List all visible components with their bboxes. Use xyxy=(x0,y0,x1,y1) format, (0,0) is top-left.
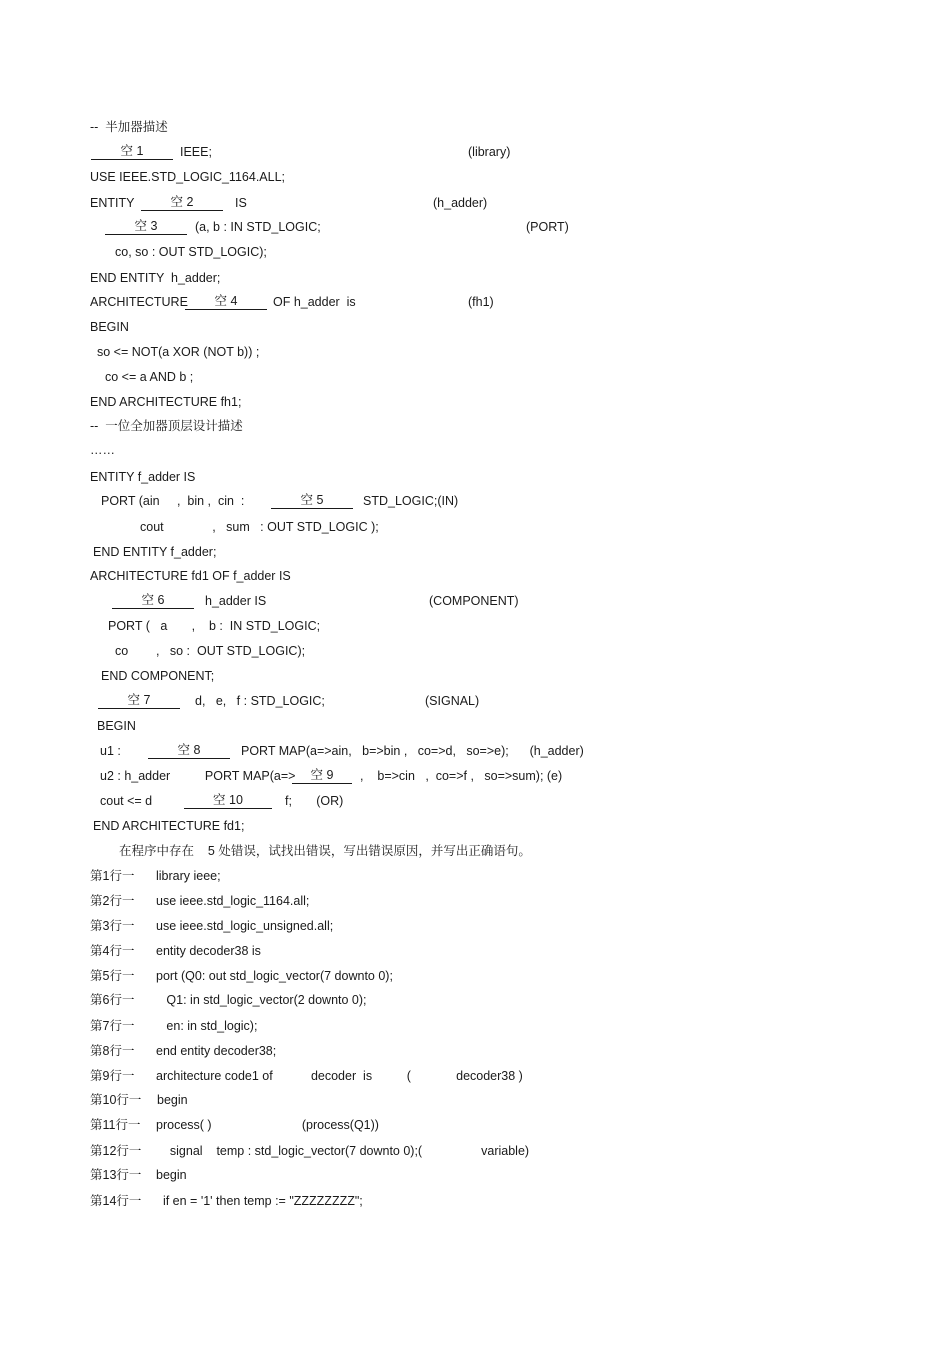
blank-9[interactable]: 空 9 xyxy=(292,767,352,784)
code-text: ARCHITECTURE xyxy=(90,295,188,309)
code-line xyxy=(0,991,367,1009)
line-architecture-fd1 xyxy=(0,567,291,585)
code-line xyxy=(0,867,221,885)
blank-4[interactable]: 空 4 xyxy=(185,293,267,310)
code-text: h_adder IS xyxy=(205,594,267,608)
code-text: begin xyxy=(156,1168,187,1182)
code-line xyxy=(0,942,261,960)
code-text: use ieee.std_logic_unsigned.all; xyxy=(156,919,334,933)
comment-full-adder xyxy=(0,417,243,435)
line-component xyxy=(0,592,519,610)
line-end-entity xyxy=(0,269,221,287)
code-line xyxy=(0,1142,530,1160)
code-line xyxy=(0,1017,258,1035)
line-component-port xyxy=(0,617,321,635)
code-text: BEGIN xyxy=(90,320,129,334)
code-text: port (Q0: out std_logic_vector(7 downto 0); xyxy=(156,969,393,983)
answer-hint: (SIGNAL) xyxy=(425,694,480,708)
line-cout xyxy=(0,792,344,810)
code-line xyxy=(0,1067,523,1085)
code-text: END ENTITY h_adder; xyxy=(90,271,221,285)
code-line xyxy=(0,917,334,935)
line-label: 第12行一 xyxy=(90,1144,142,1158)
code-text: END ENTITY f_adder; xyxy=(93,545,217,559)
line-end-architecture xyxy=(0,393,242,411)
line-label: 第13行一 xyxy=(90,1168,142,1182)
line-component-port-out xyxy=(0,642,306,660)
code-text: architecture code1 of decoder is ( decoder38 ) xyxy=(156,1069,523,1083)
line-entity xyxy=(0,194,488,212)
line-library xyxy=(0,143,511,161)
code-text: signal temp : std_logic_vector(7 downto 0);( variable) xyxy=(156,1144,530,1158)
code-line xyxy=(0,1091,188,1109)
code-line xyxy=(0,1042,277,1060)
code-text: IS xyxy=(235,196,247,210)
line-architecture xyxy=(0,293,494,311)
code-line xyxy=(0,1166,187,1184)
line-label: 第2行一 xyxy=(90,894,135,908)
line-label: 第1行一 xyxy=(90,869,135,883)
code-text: PORT MAP(a=>ain, b=>bin , co=>d, so=>e); (h_adder) xyxy=(241,744,584,758)
line-u2 xyxy=(0,767,563,785)
code-text: STD_LOGIC;(IN) xyxy=(363,494,459,508)
code-text: END ARCHITECTURE fd1; xyxy=(93,819,245,833)
code-text: d, e, f : STD_LOGIC; xyxy=(195,694,325,708)
code-text: ARCHITECTURE fd1 OF f_adder IS xyxy=(90,569,291,583)
code-text: co , so : OUT STD_LOGIC); xyxy=(115,644,306,658)
code-text: cout , sum : OUT STD_LOGIC ); xyxy=(140,520,379,534)
code-text: use ieee.std_logic_1164.all; xyxy=(156,894,310,908)
code-text: library ieee; xyxy=(156,869,221,883)
line-entity-f-adder xyxy=(0,468,196,486)
line-begin-2 xyxy=(0,717,136,735)
code-text: co, so : OUT STD_LOGIC); xyxy=(115,245,267,259)
code-text: Q1: in std_logic_vector(2 downto 0); xyxy=(156,993,367,1007)
code-text: if en = '1' then temp := "ZZZZZZZZ"; xyxy=(156,1194,363,1208)
line-signal xyxy=(0,692,480,710)
code-text: cout <= d xyxy=(100,794,153,808)
code-text: END COMPONENT; xyxy=(101,669,215,683)
code-line xyxy=(0,1116,379,1134)
comment-half-adder xyxy=(0,118,168,136)
blank-8[interactable]: 空 8 xyxy=(148,742,230,759)
comment-text: -- 一位全加器顶层设计描述 xyxy=(90,419,243,433)
line-co xyxy=(0,368,194,386)
code-text: , b=>cin , co=>f , so=>sum); (e) xyxy=(360,769,563,783)
blank-6[interactable]: 空 6 xyxy=(112,592,194,609)
line-end-entity-f-adder xyxy=(0,543,217,561)
answer-hint: (h_adder) xyxy=(433,196,488,210)
code-text: begin xyxy=(157,1093,188,1107)
code-text: OF h_adder is xyxy=(273,295,356,309)
code-text: BEGIN xyxy=(97,719,136,733)
line-port-out xyxy=(0,243,267,261)
blank-7[interactable]: 空 7 xyxy=(98,692,180,709)
code-text: so <= NOT(a XOR (NOT b)) ; xyxy=(97,345,260,359)
line-port-ain xyxy=(0,492,459,510)
line-label: 第4行一 xyxy=(90,944,135,958)
code-text: ENTITY f_adder IS xyxy=(90,470,196,484)
code-text: co <= a AND b ; xyxy=(105,370,194,384)
line-use xyxy=(0,168,286,186)
error-question-intro xyxy=(0,842,531,860)
line-so xyxy=(0,343,260,361)
ellipsis-text: …… xyxy=(90,443,115,457)
code-text: u1 : xyxy=(100,744,121,758)
code-line xyxy=(0,1192,363,1210)
code-text: IEEE; xyxy=(180,145,212,159)
line-label: 第9行一 xyxy=(90,1069,135,1083)
line-end-component xyxy=(0,667,215,685)
code-text: END ARCHITECTURE fh1; xyxy=(90,395,242,409)
line-begin xyxy=(0,318,129,336)
blank-5[interactable]: 空 5 xyxy=(271,492,353,509)
question-text: 在程序中存在 5 处错误，试找出错误，写出错误原因，并写出正确语句。 xyxy=(119,844,531,858)
line-label: 第3行一 xyxy=(90,919,135,933)
code-text: entity decoder38 is xyxy=(156,944,261,958)
blank-3[interactable]: 空 3 xyxy=(105,218,187,235)
line-label: 第7行一 xyxy=(90,1019,135,1033)
line-u1 xyxy=(0,742,584,760)
code-text: u2 : h_adder PORT MAP(a=> xyxy=(100,769,296,783)
blank-10[interactable]: 空 10 xyxy=(184,792,272,809)
line-end-architecture-fd1 xyxy=(0,817,245,835)
line-port-cout xyxy=(0,518,379,536)
line-port xyxy=(0,218,569,236)
code-line xyxy=(0,967,393,985)
answer-hint: (library) xyxy=(468,145,511,159)
line-label: 第6行一 xyxy=(90,993,135,1007)
code-text: f; (OR) xyxy=(285,794,344,808)
answer-hint: (PORT) xyxy=(526,220,569,234)
line-label: 第8行一 xyxy=(90,1044,135,1058)
blank-2[interactable]: 空 2 xyxy=(141,194,223,211)
line-label: 第10行一 xyxy=(90,1093,142,1107)
line-label: 第14行一 xyxy=(90,1194,142,1208)
code-line xyxy=(0,892,310,910)
code-text: USE IEEE.STD_LOGIC_1164.ALL; xyxy=(90,170,286,184)
code-text: process( ) (process(Q1)) xyxy=(156,1118,379,1132)
line-label: 第11行一 xyxy=(90,1118,141,1132)
line-label: 第5行一 xyxy=(90,969,135,983)
code-text: ENTITY xyxy=(90,196,135,210)
blank-1[interactable]: 空 1 xyxy=(91,143,173,160)
ellipsis xyxy=(0,441,115,459)
code-text: (a, b : IN STD_LOGIC; xyxy=(195,220,321,234)
answer-hint: (COMPONENT) xyxy=(429,594,519,608)
answer-hint: (fh1) xyxy=(468,295,494,309)
comment-text: -- 半加器描述 xyxy=(90,120,168,134)
code-text: en: in std_logic); xyxy=(156,1019,258,1033)
code-text: end entity decoder38; xyxy=(156,1044,277,1058)
code-text: PORT ( a , b : IN STD_LOGIC; xyxy=(108,619,321,633)
code-text: PORT (ain , bin , cin : xyxy=(101,494,245,508)
